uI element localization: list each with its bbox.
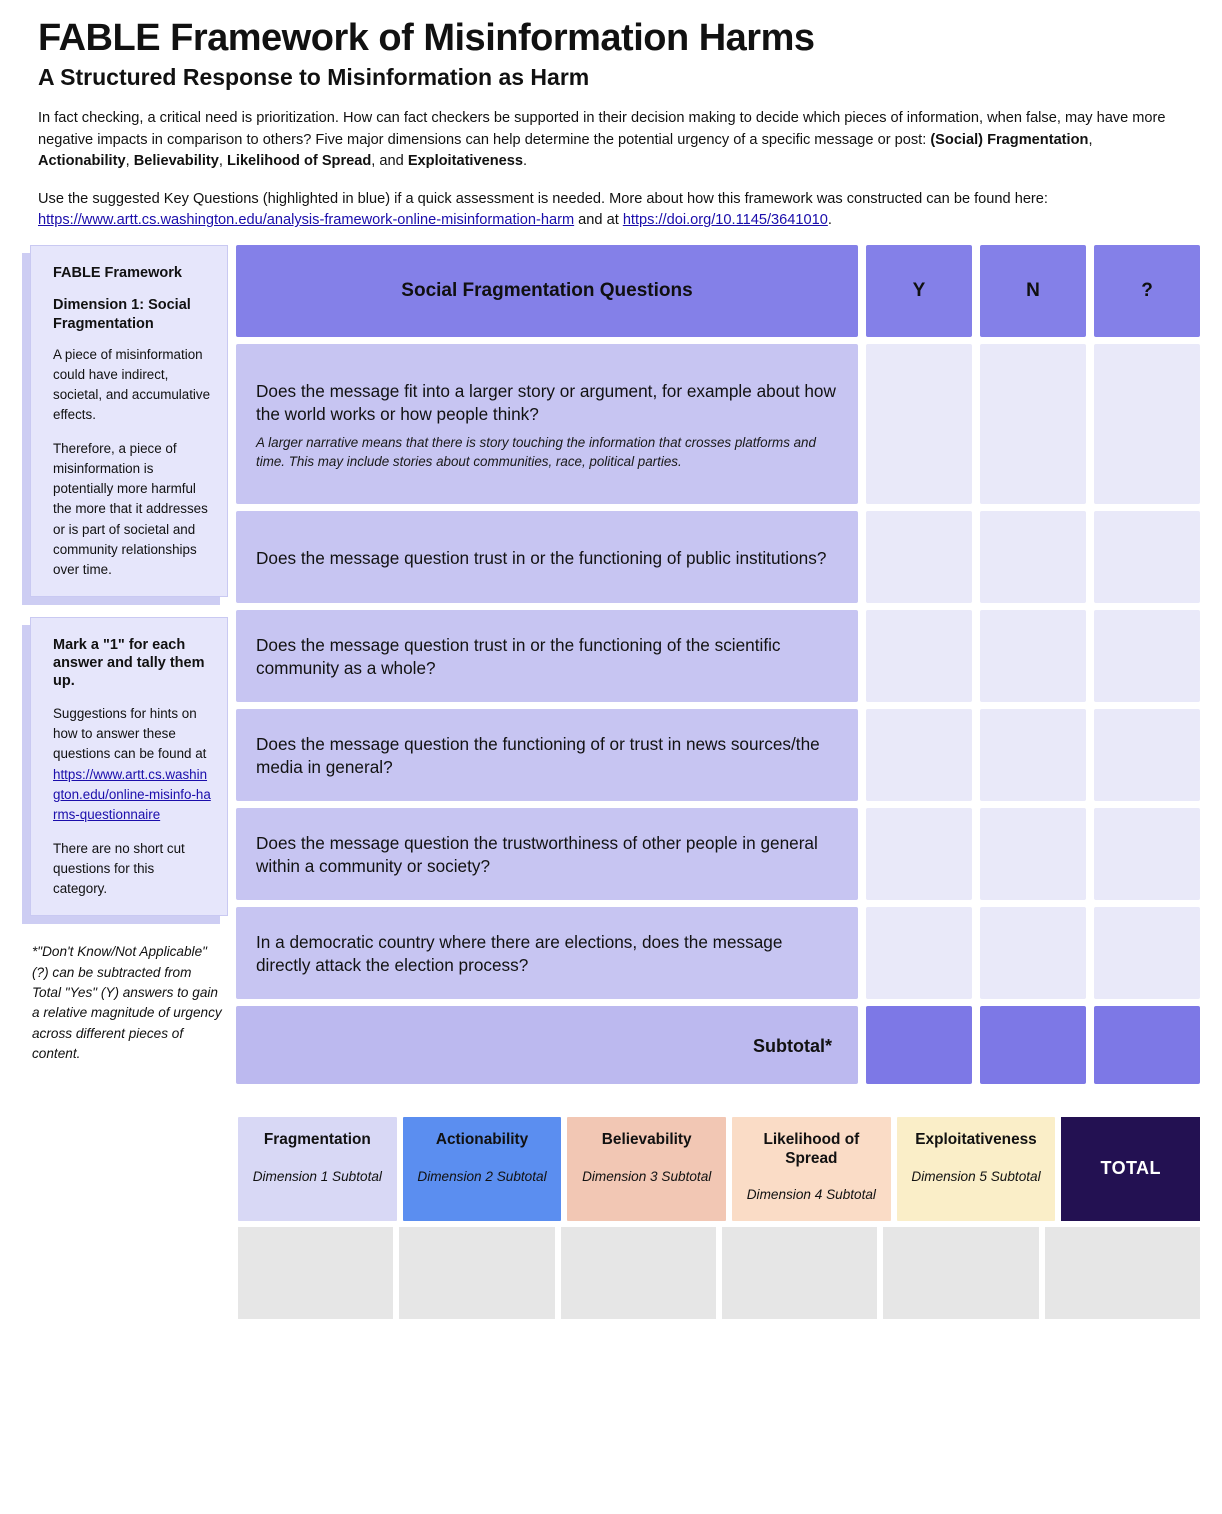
table-header-yes: Y (866, 245, 972, 337)
body-columns (0, 231, 1222, 1091)
summary-value-actionability[interactable] (399, 1227, 554, 1319)
summary-col-dimension: Dimension 1 Subtotal (252, 1168, 382, 1184)
summary-value-likelihood[interactable] (722, 1227, 877, 1319)
summary-total-header: TOTAL (1061, 1117, 1200, 1220)
questionnaire-link[interactable]: https://www.artt.cs.washington.edu/online-misinfo-harms-questionnaire (53, 766, 211, 822)
summary-col-dimension: Dimension 2 Subtotal (417, 1168, 547, 1184)
summary-col-exploitativeness (897, 1117, 1056, 1220)
table-header-unknown: ? (1094, 245, 1200, 337)
dimension-name-exploitativeness: Exploitativeness (407, 152, 523, 169)
question-text: Does the message fit into a larger story or argument, for example about how the world works or how people think? (256, 380, 836, 424)
summary-col-name: Fragmentation (263, 1131, 371, 1149)
intro-sep-1: , (1088, 131, 1093, 148)
answer-cell-unknown[interactable] (1094, 907, 1200, 999)
framework-source-link[interactable]: https://www.artt.cs.washington.edu/analysis-framework-online-misinformation-harm (38, 212, 575, 229)
intro2-mid: and at (574, 212, 623, 229)
dimension-paragraph-1: A piece of misinformation could have indirect, societal, and accumulative effects. (53, 346, 211, 422)
questions-panel (228, 245, 1200, 1091)
instructions-text: Suggestions for hints on how to answer these questions can be found at (53, 706, 207, 762)
answer-cell-unknown[interactable] (1094, 610, 1200, 702)
summary-header-row (238, 1117, 1200, 1220)
question-cell (236, 511, 858, 603)
answer-cell-yes[interactable] (866, 907, 972, 999)
question-text: Does the message question the trustworthiness of other people in general within a community or society? (256, 833, 818, 877)
answer-cell-no[interactable] (980, 610, 1086, 702)
question-cell (236, 709, 858, 801)
question-cell (236, 610, 858, 702)
dimension-heading: Dimension 1: Social Fragmentation (53, 297, 191, 332)
subtotal-cell-unknown[interactable] (1094, 1006, 1200, 1084)
intro2-end: . (827, 212, 832, 229)
dimension-name-likelihood: Likelihood of Spread (226, 152, 372, 169)
answer-cell-no[interactable] (980, 907, 1086, 999)
answer-cell-unknown[interactable] (1094, 344, 1200, 504)
table-row (236, 610, 1200, 702)
subtotal-cell-yes[interactable] (866, 1006, 972, 1084)
answer-cell-yes[interactable] (866, 808, 972, 900)
table-row (236, 344, 1200, 504)
answer-cell-no[interactable] (980, 344, 1086, 504)
dimension-name-actionability: Actionability (38, 152, 126, 169)
intro-paragraph (38, 108, 1178, 171)
answer-cell-no[interactable] (980, 709, 1086, 801)
intro-paragraph-2 (38, 189, 1178, 231)
summary-table (238, 1117, 1200, 1318)
table-row (236, 907, 1200, 999)
answer-cell-yes[interactable] (866, 610, 972, 702)
dimension-name-believability: Believability (133, 152, 219, 169)
dimension-name-fragmentation: (Social) Fragmentation (930, 131, 1089, 148)
document-header (0, 0, 1222, 231)
summary-col-dimension: Dimension 5 Subtotal (911, 1168, 1041, 1184)
summary-col-dimension: Dimension 3 Subtotal (582, 1168, 712, 1184)
summary-col-name: Believability (601, 1131, 692, 1149)
summary-col-likelihood (732, 1117, 891, 1220)
subtotal-label-cell (236, 1006, 858, 1084)
question-text: Does the message question the functioning of or trust in news sources/the media in general? (256, 734, 820, 778)
answer-cell-yes[interactable] (866, 344, 972, 504)
question-cell (236, 907, 858, 999)
instructions-heading: Mark a "1" for each answer and tally them up. (53, 636, 205, 690)
subtotal-row (236, 1006, 1200, 1084)
subtotal-footnote: *"Don't Know/Not Applicable" (?) can be subtracted from Total "Yes" (Y) answers to gain a relative magnitude of urgency across different pieces of content. (32, 944, 222, 1062)
instructions-paragraph-1 (53, 704, 211, 825)
intro-sep-2: , (125, 152, 134, 169)
doi-link[interactable]: https://doi.org/10.1145/3641010 (622, 212, 828, 229)
summary-col-believability (567, 1117, 726, 1220)
intro-sep-4: , and (371, 152, 408, 169)
table-header-questions: Social Fragmentation Questions (236, 245, 858, 337)
instructions-paragraph-2: There are no short cut questions for this category. (53, 840, 185, 897)
summary-col-name: Likelihood of Spread (763, 1131, 860, 1167)
answer-cell-yes[interactable] (866, 511, 972, 603)
question-text: Does the message question trust in or the functioning of the scientific community as a whole? (256, 635, 781, 679)
sidebar (16, 245, 228, 1091)
framework-label: FABLE Framework (53, 265, 182, 282)
page-subtitle: A Structured Response to Misinformation as Harm (38, 64, 590, 91)
summary-value-fragmentation[interactable] (238, 1227, 393, 1319)
answer-cell-yes[interactable] (866, 709, 972, 801)
summary-value-exploitativeness[interactable] (883, 1227, 1038, 1319)
answer-cell-unknown[interactable] (1094, 709, 1200, 801)
intro-text-part1: In fact checking, a critical need is prioritization. How can fact checkers be supported in their decision making to decide which pieces of information, when false, may have more negative impacts in comparison to others? Five major dimensions can help determine the potential urgency of a specific message or post: (38, 110, 1166, 148)
summary-value-total[interactable] (1045, 1227, 1200, 1319)
summary-col-actionability (403, 1117, 562, 1220)
question-text: Does the message question trust in or the functioning of public institutions? (256, 547, 827, 568)
subtotal-cell-no[interactable] (980, 1006, 1086, 1084)
summary-col-name: Exploitativeness (915, 1131, 1037, 1149)
table-header-row (236, 245, 1200, 337)
answer-cell-unknown[interactable] (1094, 808, 1200, 900)
question-cell (236, 808, 858, 900)
answer-cell-no[interactable] (980, 808, 1086, 900)
questions-table (236, 245, 1200, 1084)
question-cell (236, 344, 858, 504)
subtotal-label: Subtotal* (753, 1035, 832, 1056)
summary-col-name: Actionability (435, 1131, 529, 1149)
intro-sep-3: , (218, 152, 227, 169)
answer-cell-unknown[interactable] (1094, 511, 1200, 603)
summary-values-row (238, 1227, 1200, 1319)
summary-col-fragmentation (238, 1117, 397, 1220)
summary-col-dimension: Dimension 4 Subtotal (746, 1187, 876, 1203)
table-row (236, 709, 1200, 801)
dimension-paragraph-2: Therefore, a piece of misinformation is potentially more harmful the more that it addresses or is part of societal and community relationships over time. (53, 441, 208, 577)
question-text: In a democratic country where there are elections, does the message directly attack the election process? (256, 932, 783, 976)
table-row (236, 808, 1200, 900)
table-row (236, 511, 1200, 603)
instructions-card (30, 617, 228, 916)
intro2-text-part1: Use the suggested Key Questions (highlighted in blue) if a quick assessment is needed. More about how this framework was constructed can be found here: (38, 190, 1048, 207)
intro-end: . (523, 152, 528, 169)
table-header-no: N (980, 245, 1086, 337)
dimension-info-card (30, 245, 228, 597)
answer-cell-no[interactable] (980, 511, 1086, 603)
page-title: FABLE Framework of Misinformation Harms (38, 17, 815, 59)
question-hint: A larger narrative means that there is story touching the information that crosses platforms and time. This may include stories about communities, race, political parties. (256, 434, 816, 469)
summary-value-believability[interactable] (561, 1227, 716, 1319)
